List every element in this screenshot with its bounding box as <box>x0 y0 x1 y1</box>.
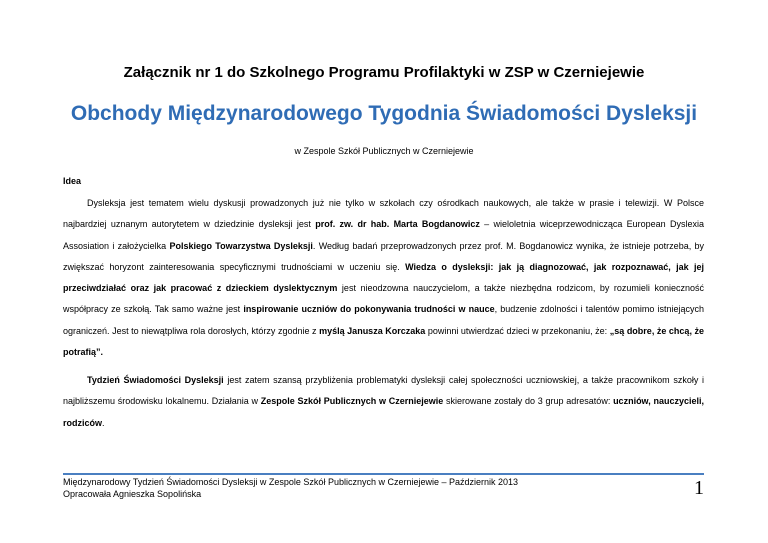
paragraph-bold-text: prof. zw. dr hab. Marta Bogdanowicz <box>315 219 480 230</box>
paragraph-bold-text: uczniów, nauczycieli, rodziców <box>63 396 704 428</box>
paragraph-bold-text: inspirowanie uczniów do pokonywania trudności w nauce <box>243 304 495 315</box>
footer-line-title: Międzynarodowy Tydzień Świadomości Dysleksji w Zespole Szkół Publicznych w Czerniejewie – Październik 2013 <box>63 477 519 487</box>
paragraph-idea <box>63 193 704 363</box>
paragraph-text: , budzenie zdolności i talentów pomimo istniejących ograniczeń. Jest to niewątpliwa rola dorosłych, którzy zgodnie z <box>63 304 705 336</box>
paragraph-week <box>63 370 704 434</box>
paragraph-text: jest nieodzowna nauczycielom, a także niezbędna rodzicom, by rozumieli konieczność współpracy ze szkołą. Tak samo ważne jest <box>63 283 704 315</box>
footer-line-author: Opracowała Agnieszka Sopolińska <box>63 488 202 499</box>
paragraph-bold-text: „są dobre, że chcą, że potrafią”. <box>63 325 704 358</box>
paragraph-text: . <box>102 417 105 428</box>
paragraph-text: skierowane zostały do 3 grup adresatów: <box>443 396 614 407</box>
paragraph-text: Dysleksja jest tematem wielu dyskusji prowadzonych już nie tylko w szkołach czy ośrodkach naukowych, ale także w prasie i telewizji. W Polsce najbardziej uznanym autorytetem w dziedzinie dysleksji jest <box>63 198 704 230</box>
paragraph-bold-text: Tydzień Świadomości Dysleksji <box>87 375 224 385</box>
paragraph-bold-text: Wiedza o dysleksji: jak ją diagnozować, jak rozpoznawać, jak jej przeciwdziałać oraz jak pracować z dzieckiem dyslektycznym <box>63 261 704 294</box>
header-title: Załącznik nr 1 do Szkolnego Programu Profilaktyki w ZSP w Czerniejewie <box>123 64 645 81</box>
section-heading: Idea <box>63 176 82 186</box>
paragraph-bold-text: myślą Janusza Korczaka <box>319 325 426 336</box>
page-number: 1 <box>694 477 704 499</box>
paragraph-text: powinni utwierdzać dzieci w przekonaniu, że: <box>425 325 610 336</box>
paragraph-bold-text: Polskiego Towarzystwa Dysleksji <box>169 240 313 251</box>
page-title: Obchody Międzynarodowego Tygodnia Świadomości Dysleksji <box>70 102 698 125</box>
paragraph-text: . Według badań przeprowadzonych przez prof. M. Bogdanowicz wynika, że istnieje potrzeba, by zwiększać horyzont zainteresowania specyficznymi trudnościami w uczeniu się. <box>63 240 704 272</box>
footer-divider <box>63 473 704 475</box>
footer <box>63 477 518 500</box>
subtitle: w Zespole Szkół Publicznych w Czerniejewie <box>294 146 474 156</box>
paragraph-text: jest zatem szansą przybliżenia problematyki dysleksji całej społeczności uczniowskiej, a także pracownikom szkoły i najbliższemu środowisku lokalnemu. Działania w <box>63 375 704 407</box>
paragraph-bold-text: Zespole Szkół Publicznych w Czerniejewie <box>260 396 444 407</box>
paragraph-text: – wieloletnia wiceprzewodnicząca European Dyslexia Assosiation i założycielka <box>63 219 704 251</box>
